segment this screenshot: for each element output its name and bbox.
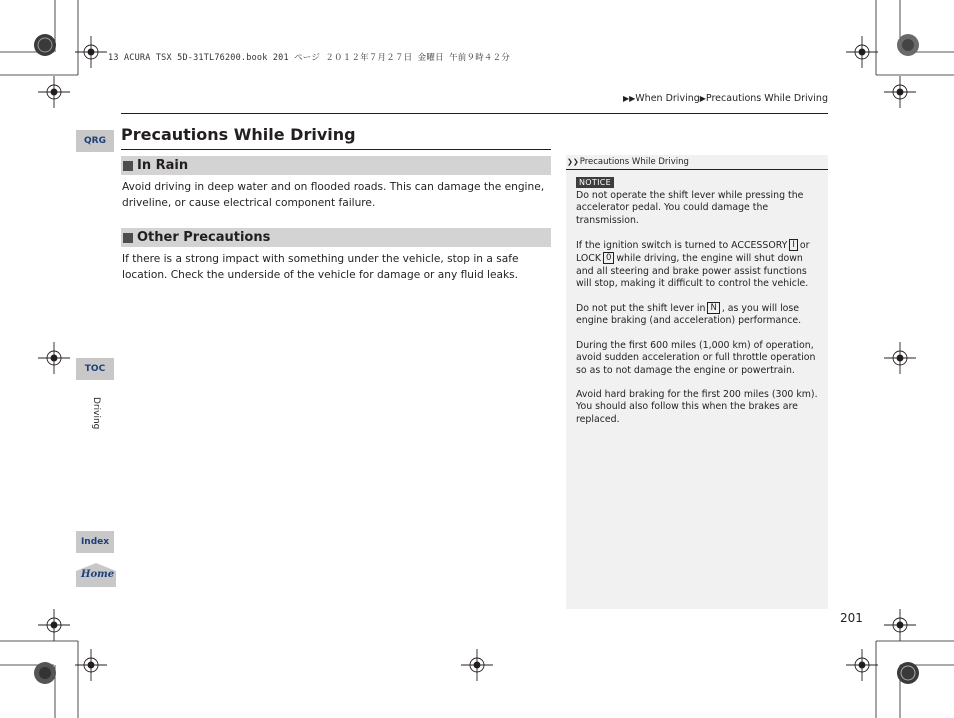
breadcrumb (623, 93, 828, 104)
breadcrumb-arrow-icon: ▶▶ (622, 94, 636, 103)
section-heading-other-precautions (121, 228, 551, 247)
break-in-paragraph: During the first 600 miles (1,000 km) of operation, avoid sudden acceleration or full throttle operation so as to not damage the engine or powertrain. (576, 340, 816, 376)
notice-text: Do not operate the shift lever while pressing the accelerator pedal. You could damage the transmission. (576, 190, 804, 226)
page-number: 201 (840, 611, 863, 625)
section-heading-label: Other Precautions (137, 230, 271, 245)
page-title: Precautions While Driving (121, 125, 356, 144)
ignition-text-2: or LOCK (576, 240, 810, 265)
home-label: Home (81, 569, 115, 580)
toc-tab[interactable]: TOC (76, 358, 114, 380)
shift-paragraph (576, 302, 822, 328)
shift-text-1: Do not put the shift lever in (576, 303, 706, 314)
lock-key-icon: 0 (603, 252, 614, 264)
breadcrumb-arrow-icon: ▶ (699, 94, 706, 103)
braking-paragraph: Avoid hard braking for the first 200 miles (300 km). You should also follow this when the brakes are replaced. (576, 389, 818, 425)
sidebar-heading-label: Precautions While Driving (579, 157, 689, 167)
section-heading-label: In Rain (137, 158, 189, 173)
qrg-tab[interactable]: QRG (76, 130, 114, 152)
section-body-in-rain: Avoid driving in deep water and on flooded roads. This can damage the engine, driveline, or cause electrical component failure. (122, 181, 545, 209)
accessory-key-icon: I (789, 239, 798, 251)
header-rule (121, 113, 828, 114)
breadcrumb-item[interactable]: When Driving (635, 93, 700, 104)
ignition-text-1: If the ignition switch is turned to ACCESSORY (576, 240, 788, 251)
shift-text-2: , as you will lose engine braking (and acceleration) performance. (576, 303, 802, 327)
ignition-paragraph (576, 239, 822, 290)
index-tab[interactable]: Index (76, 531, 114, 553)
notice-badge: NOTICE (576, 177, 614, 188)
title-rule (121, 149, 551, 150)
neutral-key-icon: N (707, 302, 719, 314)
section-heading-in-rain (121, 156, 551, 175)
sidebar-heading (566, 155, 828, 170)
double-chevron-icon: ❯❯ (567, 158, 579, 166)
breadcrumb-item[interactable]: Precautions While Driving (705, 93, 828, 104)
ignition-text-3: while driving, the engine will shut down and all steering and brake power assist functions will stop, making it difficult to control the vehicle. (576, 253, 809, 289)
section-square-icon (123, 161, 133, 171)
section-body-other-precautions: If there is a strong impact with something under the vehicle, stop in a safe location. Check the underside of the vehicle for damage or any fluid leaks. (122, 253, 519, 281)
print-header: 13 ACURA TSX 5D-31TL76200.book 201 ページ ２０１２年７月２７日 金曜日 午前９時４２分 (108, 53, 510, 63)
chapter-side-label: Driving (91, 397, 101, 430)
home-tab[interactable] (76, 563, 116, 587)
section-square-icon (123, 233, 133, 243)
